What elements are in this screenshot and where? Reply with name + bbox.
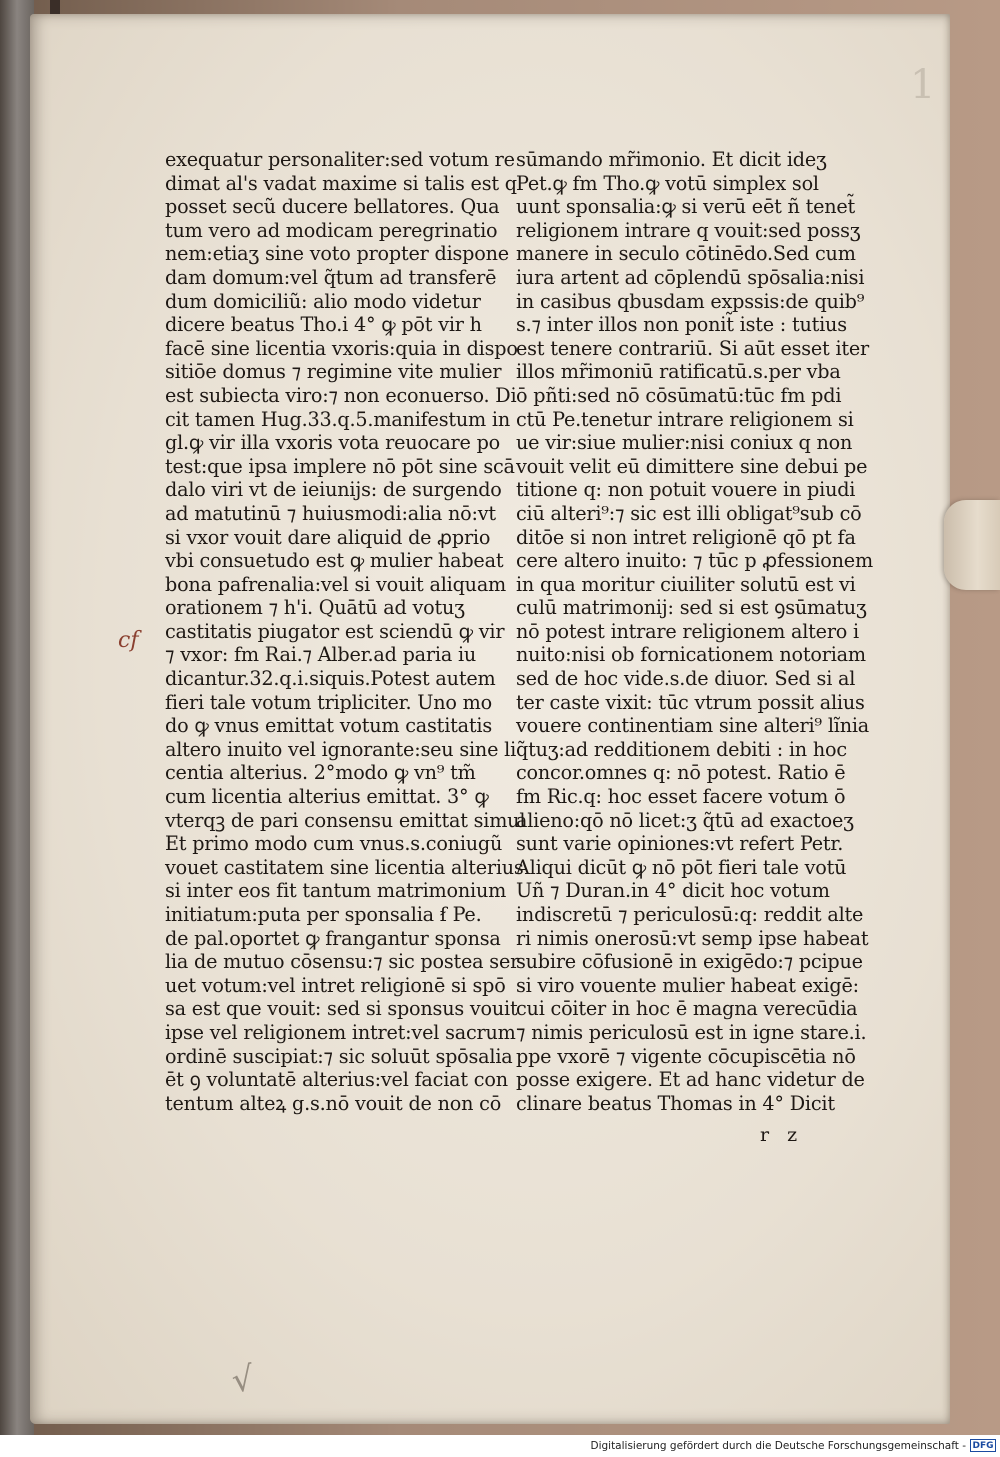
text-line: sūmando mr̃imonio. Et dicit ideʒ [516, 148, 827, 171]
text-line: ipse vel religionem intret:vel sacrum [165, 1020, 516, 1044]
text-line: titione q: non potuit vouere in piudi [516, 478, 856, 502]
text-line: ēt ꝯ voluntatē alterius:vel faciat con [165, 1068, 508, 1092]
text-line: ⁊ nimis periculosū est in igne stare.i. [516, 1020, 867, 1044]
text-line: dicantur.32.q.i.siquis.Potest autem [165, 667, 496, 691]
text-line: concor.omnes q: nō potest. Ratio ē [516, 761, 846, 785]
text-line: test:que ipsa implere nō pōt sine scā [165, 454, 515, 478]
footer-bar [0, 1435, 1000, 1457]
text-line: lia de mutuo cōsensu:⁊ sic postea ser [165, 950, 520, 974]
text-column-left [165, 148, 526, 1115]
book-spine [0, 0, 34, 1435]
text-line: illos mr̃imoniū ratificatū.s.per vba [516, 360, 841, 384]
text-line: cit tamen Hug.33.q.5.manifestum in [165, 407, 511, 431]
text-line: nem:etiaʒ sine voto propter dispone [165, 242, 509, 266]
text-line: si inter eos fit tantum matrimonium [165, 879, 507, 903]
text-line: cum licentia alterius emittat. 3° ꝙ [165, 785, 489, 809]
text-line: subire cōfusionē in exigēdo:⁊ pcipue [516, 950, 863, 974]
footer-credit: Digitalisierung gefördert durch die Deutsche Forschungsgemeinschaft - [590, 1440, 966, 1452]
text-line: do ꝙ vnus emittat votum castitatis [165, 714, 492, 738]
text-line: ciū alteri⁹:⁊ sic est illi obligat⁹sub cō [516, 501, 862, 525]
text-line: s.⁊ inter illos non ponit̃ iste : tutius [516, 313, 847, 337]
text-line: est subiecta viro:⁊ non econuerso. Di [165, 383, 517, 407]
corner-folio-number: 1 [910, 62, 936, 108]
text-line: posset secũ ducere bellatores. Qua [165, 195, 500, 219]
text-line: vouet castitatem sine licentia alterius [165, 855, 524, 879]
text-line: ri nimis onerosū:vt semp ipse habeat [516, 926, 869, 950]
text-line: sunt varie opiniones:vt refert Petr. [516, 832, 844, 856]
text-line: exequatur personaliter:sed votum re [165, 148, 515, 171]
text-line: uet votum:vel intret religionē si spō [165, 973, 506, 997]
text-line: ⁊ vxor: fm Rai.⁊ Alber.ad paria iu [165, 643, 477, 667]
text-line: si viro vouente mulier habeat exigē: [516, 973, 859, 997]
text-line: castitatis piugator est sciendū ꝙ vir [165, 619, 505, 643]
text-line: vouit velit eū dimittere sine debui pe [516, 454, 868, 478]
text-line: sed de hoc vide.s.de diuor. Sed si al [516, 667, 856, 691]
text-line: nō potest intrare religionem altero i [516, 619, 859, 643]
text-line: ter caste vixit: tūc vtrum possit alius [516, 690, 865, 714]
text-line: gl.ꝙ vir illa vxoris vota reuocare po [165, 431, 501, 455]
dfg-logo: DFG [970, 1439, 996, 1452]
text-line: dicere beatus Tho.i 4° ꝙ pōt vir h [165, 313, 482, 337]
text-line: ctū Pe.tenetur intrare religionem si [516, 407, 854, 431]
text-line: iura artent ad cōplendū spōsalia:nisi [516, 265, 865, 289]
text-line: Aliqui dicūt ꝙ nō pōt fieri tale votū [516, 855, 847, 879]
text-line: alieno:qō nō licet:ʒ q̃tū ad exactoeʒ [516, 808, 854, 832]
spine-mark [50, 0, 60, 14]
text-line: si vxor vouit dare aliquid de ꝓprio [165, 525, 491, 549]
text-line: Pet.ꝙ fm Tho.ꝙ votū simplex sol [516, 171, 819, 195]
text-line: ppe vxorē ⁊ vigente cōcupiscētia nō [516, 1044, 856, 1068]
text-line: centia alterius. 2°modo ꝙ vn⁹ tm̃ [165, 761, 476, 785]
text-line: in casibus qbusdam expssis:de quib⁹ [516, 289, 865, 313]
text-line: tentum alteꝝ g.s.nō vouit de non cō [165, 1091, 502, 1115]
text-line: altero inuito vel ignorante:seu sine li [165, 737, 517, 761]
text-line: indiscretū ⁊ periculosū:q: reddit alte [516, 903, 864, 926]
text-line: dalo viri vt de ieiunijs: de surgendo [165, 478, 502, 502]
text-line: ditōe si non intret religionē qō pt fa [516, 525, 856, 549]
text-line: de pal.oportet ꝙ frangantur sponsa [165, 926, 501, 950]
text-line: orationem ⁊ h'i. Quātū ad votuʒ [165, 596, 465, 620]
text-line: dum domiciliũ: alio modo videtur [165, 289, 481, 313]
text-line: sitiōe domus ⁊ regimine vite mulier [165, 360, 502, 384]
text-line: ad matutinū ⁊ huiusmodi:alia nō:vt [165, 501, 496, 525]
clasp-tab [944, 500, 1000, 590]
text-line: in qua moritur ciuiliter solutū est vi [516, 572, 856, 596]
text-line: Uñ ⁊ Duran.in 4° dicit hoc votum [516, 879, 830, 903]
text-line: dam domum:vel q̃tum ad transferē [165, 265, 497, 289]
text-line: vouere continentiam sine alteri⁹ lĩnia [516, 714, 870, 738]
text-line: religionem intrare q vouit:sed possʒ [516, 218, 861, 242]
signature-mark: r z [760, 1124, 804, 1146]
text-line: fieri tale votum tripliciter. Uno mo [165, 690, 493, 714]
text-line: fm Ric.q: hoc esset facere votum ō [516, 785, 846, 809]
text-line: vterqꝫ de pari consensu emittat simul [165, 808, 526, 832]
text-line: bona pafrenalia:vel si vouit aliquam [165, 572, 507, 596]
text-line: cui cōiter in hoc ē magna verecūdia [516, 997, 858, 1021]
text-line: cere altero inuito: ⁊ tūc p ꝓfessionem [516, 549, 873, 573]
text-line: nuito:nisi ob fornicationem notoriam [516, 643, 866, 667]
text-line: sa est que vouit: sed si sponsus vouit [165, 997, 518, 1021]
text-line: ō pñti:sed nō cōsūmatū:tūc fm pdi [516, 383, 842, 407]
text-line: ue vir:siue mulier:nisi coniux q non [516, 431, 853, 455]
text-line: Et primo modo cum vnus.s.coniugũ [165, 832, 503, 856]
text-line: est tenere contrariū. Si aūt esset iter [516, 336, 870, 360]
text-line: initiatum:puta per sponsalia ẜ Pe. [165, 903, 482, 926]
text-line: tum vero ad modicam peregrinatio [165, 218, 498, 242]
margin-annotation: cf [118, 628, 139, 653]
text-line: facē sine licentia vxoris:quia in dispo [165, 336, 518, 360]
text-column-right [516, 148, 873, 1115]
pencil-check-mark: √ [229, 1358, 257, 1402]
text-line: culū matrimonij: sed si est ꝯsūmatuʒ [516, 596, 867, 620]
text-line: vbi consuetudo est ꝙ mulier habeat [165, 549, 504, 573]
text-line: q̃tuʒ:ad redditionem debiti : in hoc [516, 737, 847, 761]
text-line: uunt sponsalia:ꝙ si verū eēt ñ tenet̃ [516, 195, 856, 219]
text-line: posse exigere. Et ad hanc videtur de [516, 1068, 865, 1092]
text-line: dimat al's vadat maxime si talis est q [165, 171, 517, 195]
text-line: manere in seculo cōtinēdo.Sed cum [516, 242, 856, 266]
text-line: clinare beatus Thomas in 4° Dicit [516, 1091, 835, 1115]
text-line: ordinē suscipiat:⁊ sic soluūt spōsalia [165, 1044, 513, 1068]
